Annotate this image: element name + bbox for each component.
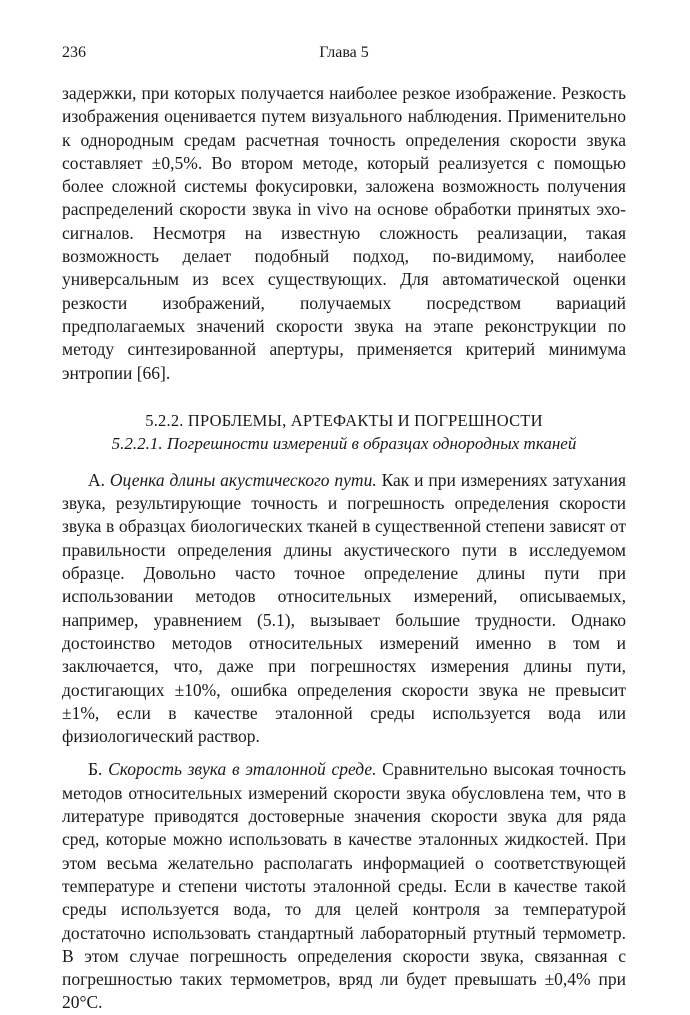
item-b-heading: Скорость звука в эталонной среде. — [108, 759, 377, 780]
subsection-heading: 5.2.2.1. Погрешности измерений в образцах однородных тканей — [111, 433, 577, 453]
main-text — [62, 82, 626, 1015]
page-header — [62, 44, 626, 68]
paragraph-item-a — [62, 469, 626, 749]
paragraph-item-b — [62, 758, 626, 1014]
section-heading: 5.2.2. ПРОБЛЕМЫ, АРТЕФАКТЫ И ПОГРЕШНОСТИ — [145, 410, 543, 430]
item-a-heading: Оценка длины акустического пути. — [109, 469, 377, 490]
running-head: Глава 5 — [319, 44, 369, 61]
paragraph-continuation: задержки, при которых получается наиболее резкое изображение. Резкость изображения оценивается путем визуального наблюдения. Применительно к однородным средам расчетная точность определения скорости звука составляет ±0,5%. Во втором методе, который реализуется с помощью более сложной системы фокусировки, заложена возможность получения распределений скорости звука in vivo на основе обработки принятых эхо-сигналов. Несмотря на известную сложность реализации, такая возможность делает подобный подход, по-видимому, наиболее универсальным из всех существующих. Для автоматической оценки резкости изображений, получаемых посредством вариаций предполагаемых значений скорости звука на этапе реконструкции по методу синтезированной апертуры, применяется критерий минимума энтропии [66]. — [62, 83, 626, 383]
item-a-lead: А. — [88, 469, 106, 490]
item-b-lead: Б. — [88, 759, 103, 780]
item-b-text: Сравнительно высокая точность методов относительных измерений скорости звука обусловлена тем, что в литературе приводятся достоверные значения скорости звука для ряда сред, которые можно использовать в качестве эталонных жидкостей. При этом весьма желательно располагать информацией о соответствующей температуре и степени чистоты эталонной среды. Если в качестве такой среды используется вода, то для целей контроля за температурой достаточно использовать стандартный лабораторный ртутный термометр. В этом случае погрешность определения скорости звука, связанная с погрешностью таких термометров, вряд ли будет превышать ±0,4% при 20°C. — [62, 759, 626, 1013]
item-a-text: Как и при измерениях затухания звука, результирующие точность и погрешность определения скорости звука в образцах биологических тканей в существенной степени зависят от правильности определения длины акустического пути в исследуемом образце. Довольно часто точное определение длины пути при использовании методов относительных измерений, описываемых, например, уравнением (5.1), вызывает большие трудности. Однако достоинство методов относительных измерений именно в том и заключается, что, даже при погрешностях измерения длины пути, достигающих ±10%, ошибка определения скорости звука не превысит ±1%, если в качестве эталонной среды используется вода или физиологический раствор. — [62, 469, 627, 747]
page-number: 236 — [62, 44, 86, 61]
paragraph-gap — [62, 748, 626, 758]
